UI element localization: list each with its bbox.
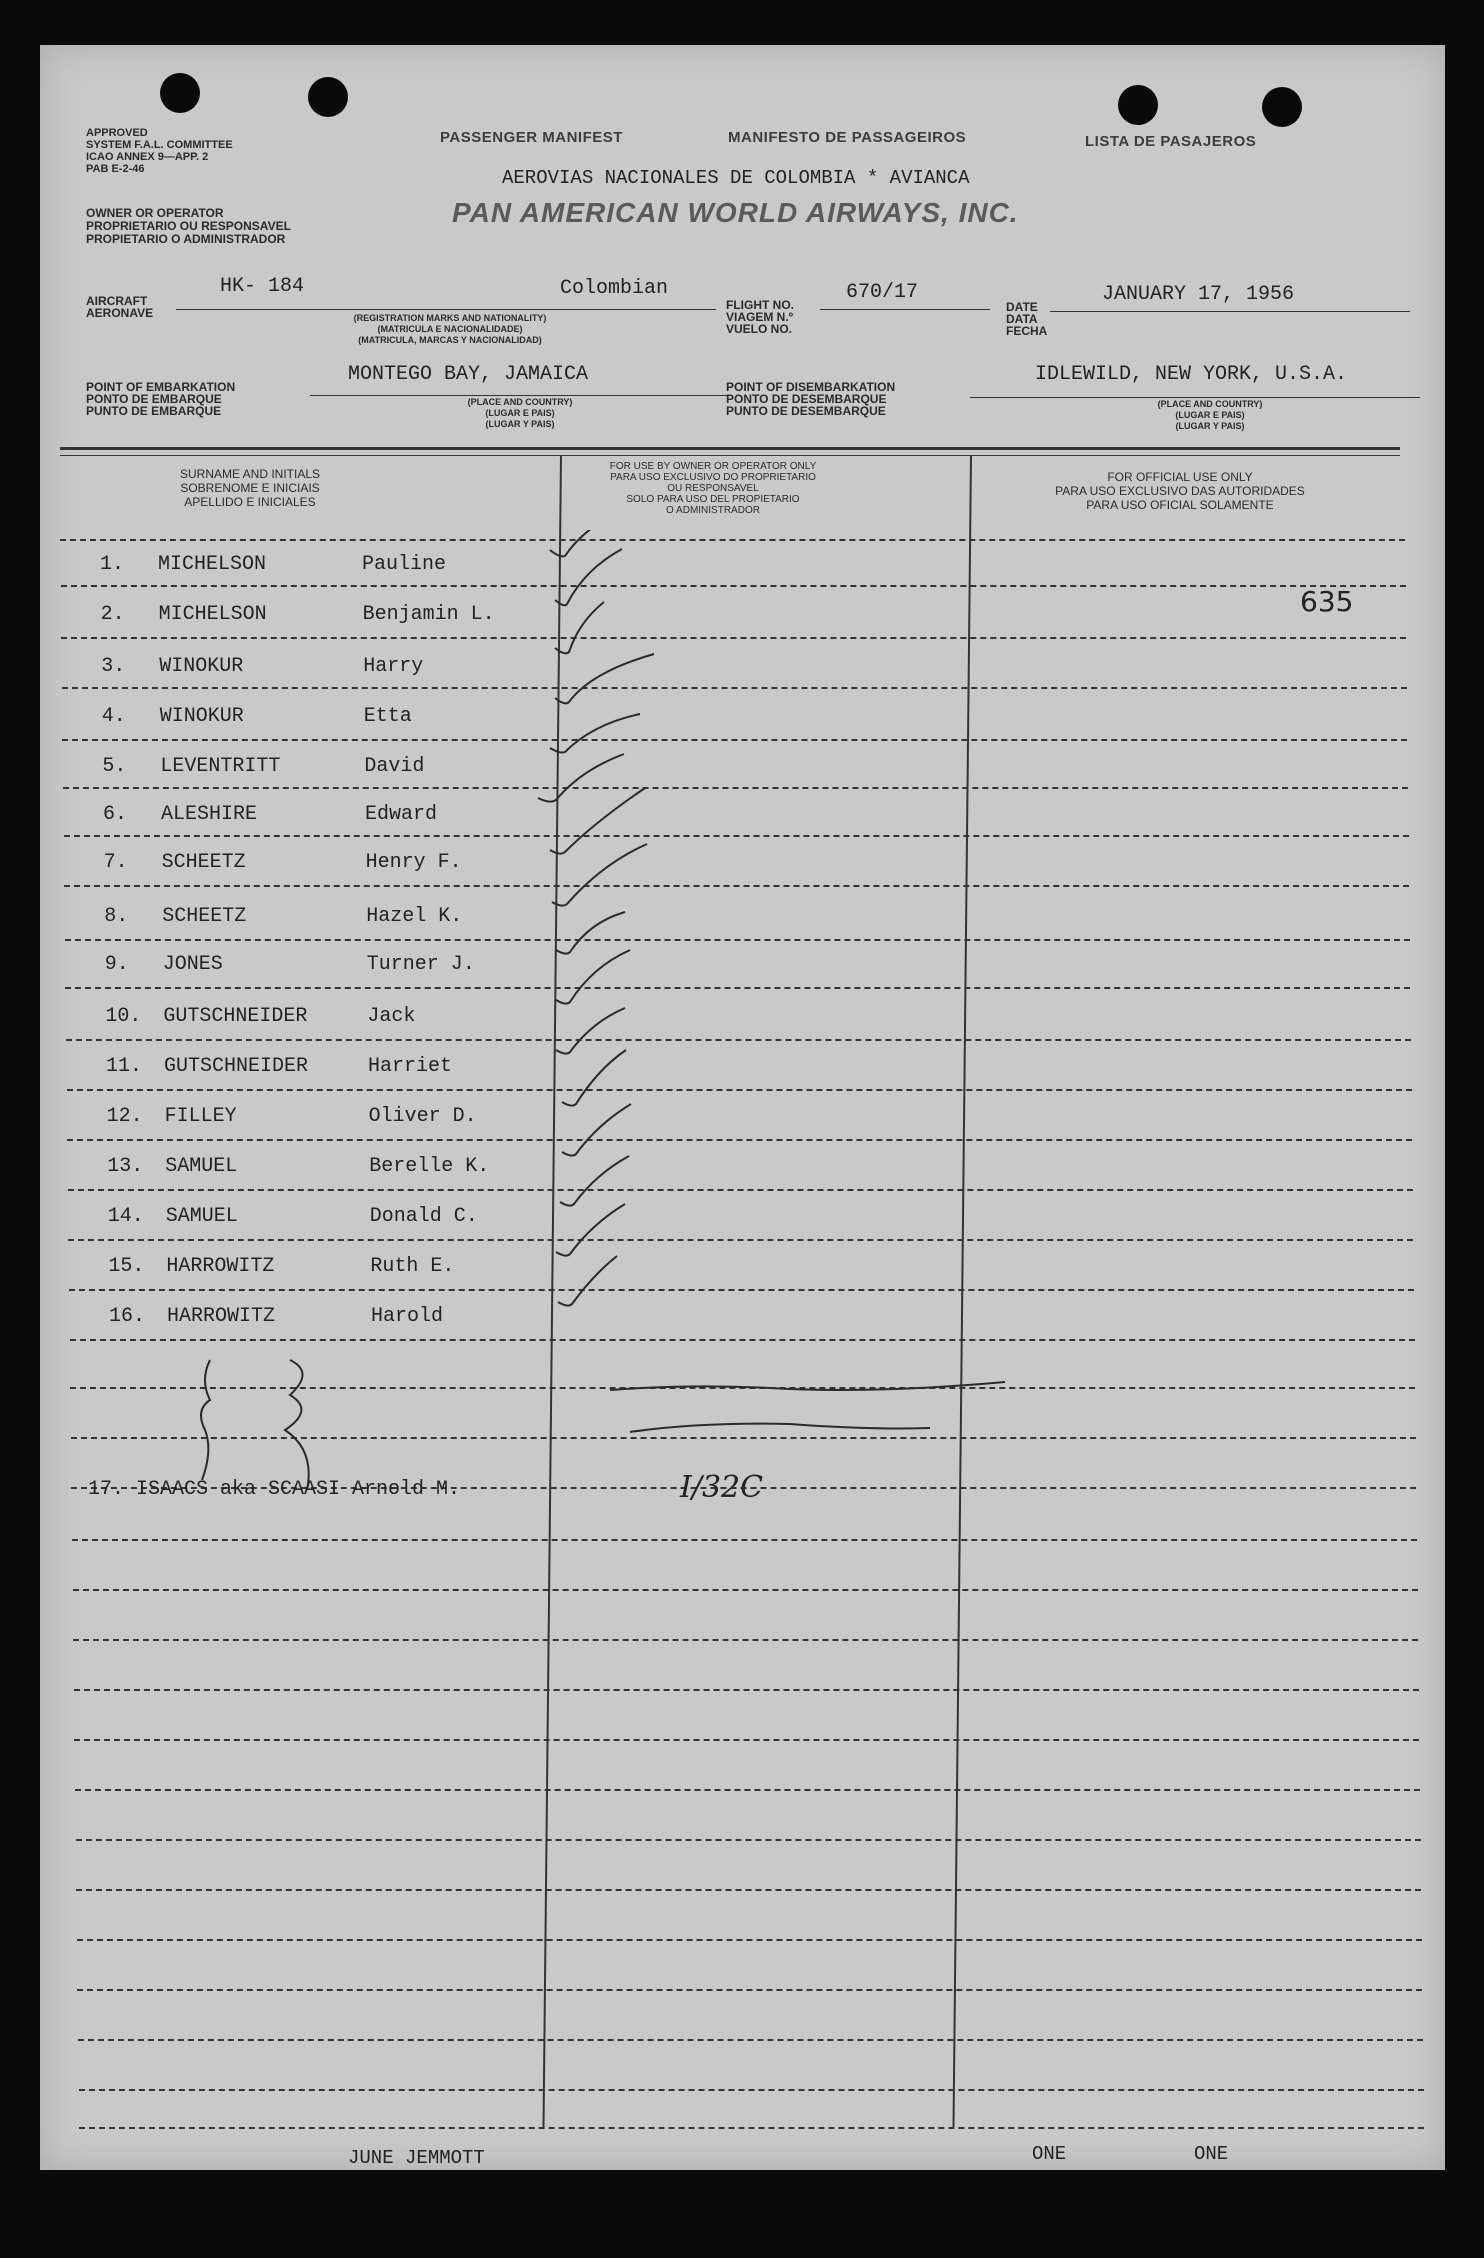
passenger-given: Berelle K.	[369, 1155, 490, 1178]
check-mark	[556, 950, 630, 1004]
flight-number: 670/17	[846, 281, 919, 304]
check-mark	[556, 1008, 625, 1054]
embarkation-value: MONTEGO BAY, JAMAICA	[348, 363, 589, 386]
header-line: PARA USO EXCLUSIVO DO PROPRIETARIO	[610, 472, 816, 483]
disembarkation-label	[726, 381, 895, 417]
approval-line: APPROVED	[86, 127, 148, 139]
title-es: LISTA DE PASAJEROS	[1085, 133, 1257, 150]
check-mark	[550, 714, 640, 753]
passenger-num: 3.	[101, 655, 126, 678]
passenger-surname: ALESHIRE	[161, 803, 258, 826]
passenger-given: Ruth E.	[370, 1255, 455, 1278]
punch-hole	[308, 77, 348, 117]
ruled-line	[76, 1839, 1421, 1841]
embarkation-label	[86, 381, 235, 417]
ruled-line	[70, 1339, 1415, 1341]
owner-label	[86, 207, 291, 246]
title-pt: MANIFESTO DE PASSAGEIROS	[728, 129, 967, 146]
aircraft-underline	[176, 309, 716, 310]
check-mark	[556, 1204, 625, 1256]
embarkation-label-pt: PONTO DE EMBARQUE	[86, 392, 222, 406]
caption-line: (PLACE AND COUNTRY)	[1157, 399, 1263, 409]
check-mark	[538, 754, 624, 802]
strike-lines	[600, 1370, 1020, 1450]
approval-block	[86, 127, 233, 175]
caption-line: (LUGAR Y PAIS)	[1175, 421, 1245, 431]
check-mark	[555, 549, 622, 605]
owner-label-line: OWNER OR OPERATOR	[86, 206, 224, 220]
ruled-line	[64, 835, 1409, 837]
ruled-line	[65, 939, 1410, 941]
header-line: FOR OFFICIAL USE ONLY	[1107, 470, 1253, 484]
extra-passenger: 17. ISAACS aka SCAASI Arnold M.	[88, 1478, 461, 1501]
table-top-rule-2	[60, 455, 1400, 456]
ruled-line	[74, 1739, 1419, 1741]
check-mark	[558, 1256, 617, 1306]
disembarkation-value: IDLEWILD, NEW YORK, U.S.A.	[1035, 363, 1348, 386]
passenger-surname: MICHELSON	[158, 603, 267, 626]
ruled-line	[60, 539, 1405, 541]
registration-caption	[280, 313, 620, 346]
ruled-line	[72, 1539, 1417, 1541]
ruled-line	[67, 1139, 1412, 1141]
check-mark	[555, 602, 604, 653]
ruled-line	[78, 2039, 1423, 2041]
embarkation-caption	[410, 397, 630, 430]
passenger-num: 11.	[106, 1055, 143, 1078]
passenger-surname: MICHELSON	[158, 553, 267, 576]
passenger-num: 9.	[104, 953, 129, 976]
passenger-surname: SAMUEL	[165, 1155, 238, 1178]
caption-line: (MATRICULA, MARCAS Y NACIONALIDAD)	[358, 335, 542, 345]
ruled-line	[79, 2127, 1424, 2129]
passenger-surname: LEVENTRITT	[160, 755, 281, 778]
manifest-sheet	[40, 45, 1445, 2170]
check-mark	[555, 654, 654, 703]
aircraft-registration: HK- 184	[220, 275, 305, 298]
passenger-surname: FILLEY	[164, 1105, 237, 1128]
passenger-surname: WINOKUR	[159, 655, 244, 678]
check-mark	[550, 530, 630, 556]
passenger-num: 12.	[106, 1105, 143, 1128]
passenger-given: Turner J.	[366, 953, 475, 976]
flight-label	[726, 299, 794, 335]
ruled-line	[63, 787, 1408, 789]
date-underline	[1050, 311, 1410, 312]
passenger-num: 8.	[104, 905, 129, 928]
check-mark	[560, 1156, 629, 1206]
passenger-surname: HARROWITZ	[167, 1305, 276, 1328]
passenger-surname: SCHEETZ	[162, 905, 247, 928]
embarkation-label-en: POINT OF EMBARKATION	[86, 380, 236, 394]
passenger-given: Henry F.	[365, 851, 462, 874]
punch-hole	[1262, 87, 1302, 127]
flight-label-en: FLIGHT NO.	[726, 298, 794, 312]
ruled-line	[67, 1089, 1412, 1091]
aircraft-nationality: Colombian	[560, 277, 669, 300]
ruled-line	[75, 1789, 1420, 1791]
flight-underline	[820, 309, 990, 310]
passenger-surname: HARROWITZ	[166, 1255, 275, 1278]
header-line: APELLIDO E INICIALES	[184, 495, 316, 509]
ruled-line	[77, 1939, 1422, 1941]
passenger-given: Hazel K.	[366, 905, 463, 928]
table-top-rule	[60, 447, 1400, 450]
passenger-num: 15.	[108, 1255, 145, 1278]
header-line: PARA USO EXCLUSIVO DAS AUTORIDADES	[1055, 484, 1305, 498]
passenger-given: Jack	[367, 1005, 416, 1028]
passenger-num: 13.	[107, 1155, 144, 1178]
flight-label-es: VUELO NO.	[726, 322, 793, 336]
passenger-num: 7.	[103, 851, 128, 874]
disembarkation-label-es: PUNTO DE DESEMBARQUE	[726, 404, 886, 418]
punch-hole	[160, 73, 200, 113]
ruled-line	[74, 1689, 1419, 1691]
passenger-surname: SAMUEL	[165, 1205, 238, 1228]
passenger-given: Etta	[363, 705, 412, 728]
date-label	[1006, 301, 1047, 337]
ruled-line	[62, 687, 1407, 689]
caption-line: (LUGAR E PAIS)	[485, 408, 555, 418]
passenger-num: 16.	[109, 1305, 146, 1328]
ruled-line	[64, 885, 1409, 887]
ruled-line	[73, 1589, 1418, 1591]
caption-line: (LUGAR Y PAIS)	[485, 419, 555, 429]
signer-name: JUNE JEMMOTT	[348, 2147, 485, 2169]
header-line: PARA USO OFICIAL SOLAMENTE	[1086, 498, 1274, 512]
aircraft-label-pt: AERONAVE	[86, 306, 154, 320]
column-header-names	[110, 467, 390, 509]
passenger-num: 10.	[105, 1005, 142, 1028]
ruled-line	[68, 1239, 1413, 1241]
ruled-line	[62, 739, 1407, 741]
passenger-num: 4.	[101, 705, 126, 728]
approval-line: PAB E-2-46	[86, 163, 145, 175]
aircraft-label-en: AIRCRAFT	[86, 294, 148, 308]
punch-hole	[1118, 85, 1158, 125]
passenger-num: 1.	[100, 553, 125, 576]
passenger-given: Harriet	[368, 1055, 453, 1078]
passenger-given: Edward	[365, 803, 438, 826]
embarkation-underline	[310, 395, 730, 396]
ruled-line	[76, 1889, 1421, 1891]
check-mark	[556, 912, 625, 954]
header-line: SURNAME AND INITIALS	[179, 467, 321, 481]
passenger-given: Pauline	[362, 553, 447, 576]
passenger-surname: GUTSCHNEIDER	[164, 1055, 309, 1078]
ruled-line	[66, 1039, 1411, 1041]
disembarkation-underline	[970, 397, 1420, 398]
title-en: PASSENGER MANIFEST	[440, 129, 623, 146]
caption-line: (REGISTRATION MARKS AND NATIONALITY)	[353, 313, 547, 323]
disembarkation-label-en: POINT OF DISEMBARKATION	[726, 380, 896, 394]
header-line: SOLO PARA USO DEL PROPIETARIO	[626, 494, 800, 505]
passenger-num: 14.	[107, 1205, 144, 1228]
date-value: JANUARY 17, 1956	[1102, 283, 1295, 306]
aircraft-label	[86, 295, 153, 319]
passenger-num: 5.	[102, 755, 127, 778]
disembarkation-label-pt: PONTO DE DESEMBARQUE	[726, 392, 887, 406]
date-label-en: DATE	[1006, 300, 1038, 314]
owner-label-line: PROPIETARIO O ADMINISTRADOR	[86, 232, 286, 246]
ruled-line	[61, 585, 1406, 587]
ruled-line	[69, 1289, 1414, 1291]
passenger-surname: JONES	[162, 953, 223, 976]
ruled-line	[73, 1639, 1418, 1641]
check-mark	[552, 844, 647, 906]
date-label-es: FECHA	[1006, 324, 1048, 338]
operator-typed: AEROVIAS NACIONALES DE COLOMBIA * AVIANCA	[502, 167, 970, 189]
header-line: FOR USE BY OWNER OR OPERATOR ONLY	[609, 461, 817, 472]
passenger-given: David	[364, 755, 425, 778]
ruled-line	[61, 637, 1406, 639]
flight-label-pt: VIAGEM N.º	[726, 310, 794, 324]
passenger-given: Harry	[363, 655, 424, 678]
passenger-num: 6.	[103, 803, 128, 826]
passenger-given: Benjamin L.	[362, 603, 495, 626]
column-header-owner-use	[558, 461, 868, 516]
caption-line: (LUGAR E PAIS)	[1175, 410, 1245, 420]
header-line: O ADMINISTRADOR	[666, 505, 760, 516]
passenger-surname: WINOKUR	[159, 705, 244, 728]
handwritten-official-number: 635	[1300, 585, 1354, 618]
passenger-given: Oliver D.	[368, 1105, 477, 1128]
check-mark	[550, 788, 645, 854]
passenger-given: Harold	[371, 1305, 444, 1328]
column-divider-right	[952, 455, 972, 2127]
ruled-line	[77, 1989, 1422, 1991]
passenger-num: 2.	[100, 603, 125, 626]
passenger-given: Donald C.	[369, 1205, 478, 1228]
passenger-surname: GUTSCHNEIDER	[163, 1005, 308, 1028]
page-total: ONE	[1194, 2143, 1229, 2165]
header-line: SOBRENOME E INICIAIS	[180, 481, 320, 495]
embarkation-label-es: PUNTO DE EMBARQUE	[86, 404, 222, 418]
page-number: ONE	[1032, 2143, 1067, 2165]
disembarkation-caption	[1100, 399, 1320, 432]
caption-line: (PLACE AND COUNTRY)	[467, 397, 573, 407]
column-header-official	[980, 470, 1380, 512]
approval-line: SYSTEM F.A.L. COMMITTEE	[86, 139, 233, 151]
owner-label-line: PROPRIETARIO OU RESPONSAVEL	[86, 219, 291, 233]
caption-line: (MATRICULA E NACIONALIDADE)	[377, 324, 523, 334]
operator-stamp: PAN AMERICAN WORLD AIRWAYS, INC.	[452, 197, 1019, 228]
header-line: OU RESPONSAVEL	[667, 483, 759, 494]
ruled-line	[68, 1189, 1413, 1191]
check-marks	[520, 530, 720, 1410]
handwritten-code: I/32C	[680, 1470, 764, 1505]
check-mark	[562, 1104, 631, 1156]
date-label-pt: DATA	[1006, 312, 1038, 326]
passenger-surname: SCHEETZ	[161, 851, 246, 874]
ruled-line	[79, 2089, 1424, 2091]
check-mark	[562, 1050, 626, 1106]
ruled-line	[65, 987, 1410, 989]
approval-line: ICAO ANNEX 9—APP. 2	[86, 151, 209, 163]
